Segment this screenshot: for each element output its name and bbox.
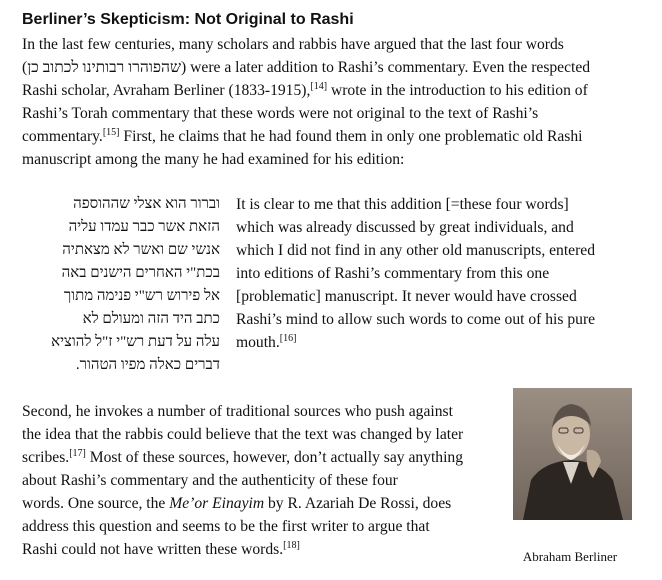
intro-text: Rashi scholar, Avraham Berliner (1833-1915), (22, 82, 311, 99)
hebrew-quote-line: הזאת אשר כבר עמדו עליה (68, 219, 220, 235)
portrait-photo (513, 388, 632, 520)
paragraph-text: scribes. (22, 449, 70, 466)
translation-line: Rashi’s mind to allow such words to come out of his pure (236, 311, 596, 328)
translation-text: mouth. (236, 334, 280, 351)
hebrew-phrase: (שהפוהרו רבותינו לכתוב כן) (22, 59, 187, 76)
intro-line: Rashi’s Torah commentary that these words were not original to the text of Rashi’s (22, 105, 539, 122)
hebrew-quote-line: עלה על דעת רש"י ז"ל להוציא (51, 334, 220, 350)
hebrew-quote (20, 193, 220, 377)
hebrew-quote-line: דברים כאלה מפיו הטהור. (75, 357, 220, 373)
intro-line: manuscript among the many he had examined for his edition: (22, 151, 405, 168)
translation-line: It is clear to me that this addition [=these four words] (236, 196, 569, 213)
intro-text: commentary. (22, 128, 103, 145)
paragraph-line: Second, he invokes a number of traditional sources who push against (22, 403, 453, 420)
paragraph-line (22, 492, 502, 515)
intro-line (22, 79, 642, 102)
intro-line (22, 56, 642, 79)
intro-text: wrote in the introduction to his edition of (327, 82, 588, 99)
book-title: Me’or Einayim (169, 495, 265, 512)
paragraph-text: by R. Azariah De Rossi, does (264, 495, 452, 512)
footnote-ref-14[interactable]: [14] (310, 80, 328, 92)
intro-text: were a later addition to Rashi’s commentary. Even the respected (186, 59, 591, 76)
section-title: Berliner’s Skepticism: Not Original to Rashi (22, 11, 354, 28)
hebrew-quote-line: אנשי שם ואשר לא מצאתיה (62, 242, 220, 258)
translation-line: into editions of Rashi’s commentary from this one (236, 265, 550, 282)
intro-line (22, 125, 642, 148)
paragraph-text: Rashi could not have written these words. (22, 541, 284, 558)
second-paragraph (22, 400, 502, 561)
translation-line: which was already discussed by great individuals, and (236, 219, 574, 236)
paragraph-text: words. One source, the (22, 495, 170, 512)
photo-caption: Abraham Berliner (522, 549, 618, 564)
intro-line: In the last few centuries, many scholars and rabbis have argued that the last four words (22, 36, 564, 53)
translation-line: [problematic] manuscript. It never would have crossed (236, 288, 577, 305)
paragraph-text: Most of these sources, however, don’t actually say anything (85, 449, 464, 466)
hebrew-quote-line: בכת"י האחרים הישנים באה (61, 265, 220, 281)
footnote-ref-18[interactable]: [18] (283, 539, 300, 551)
paragraph-line: address this question and seems to be the first writer to argue that (22, 518, 430, 535)
hebrew-quote-line: כתב היד הזה ומעולם לא (82, 311, 220, 327)
footnote-ref-16[interactable]: [16] (279, 332, 297, 344)
english-translation (236, 193, 636, 354)
paragraph-line (22, 446, 502, 469)
translation-line: which I did not find in any other old manuscripts, entered (236, 242, 596, 259)
footnote-ref-15[interactable]: [15] (102, 126, 120, 138)
paragraph-line (22, 538, 502, 561)
hebrew-quote-line: אל פירוש רש"י פנימה מתוך (63, 288, 220, 304)
paragraph-line: the idea that the rabbis could believe that the text was changed by later (22, 426, 464, 443)
intro-paragraph (22, 33, 642, 171)
intro-text: First, he claims that he had found them in only one problematic old Rashi (119, 128, 583, 145)
paragraph-line: about Rashi’s commentary and the authenticity of these four (22, 472, 398, 489)
translation-line (236, 331, 636, 354)
hebrew-quote-line: וברור הוא אצלי שההוספה (73, 196, 220, 212)
footnote-ref-17[interactable]: [17] (69, 447, 86, 459)
portrait-illustration (513, 388, 632, 520)
